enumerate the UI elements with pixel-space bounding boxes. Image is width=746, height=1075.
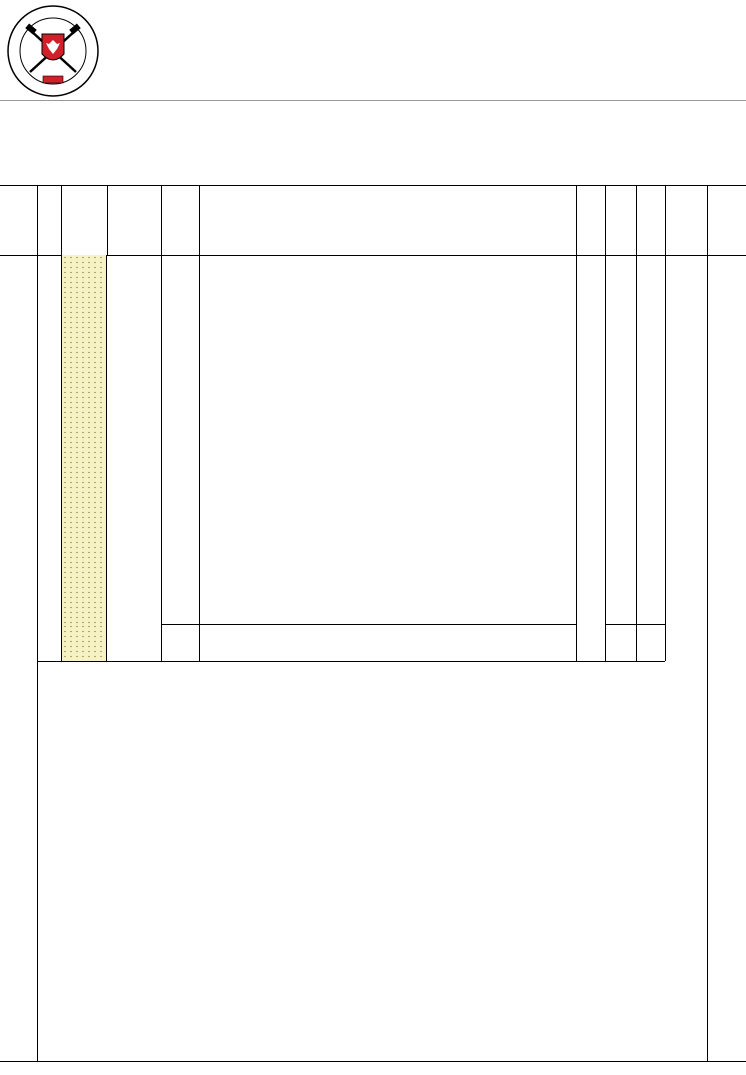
profil-layer-1 bbox=[61, 255, 107, 624]
profil-layer-2 bbox=[61, 624, 107, 661]
